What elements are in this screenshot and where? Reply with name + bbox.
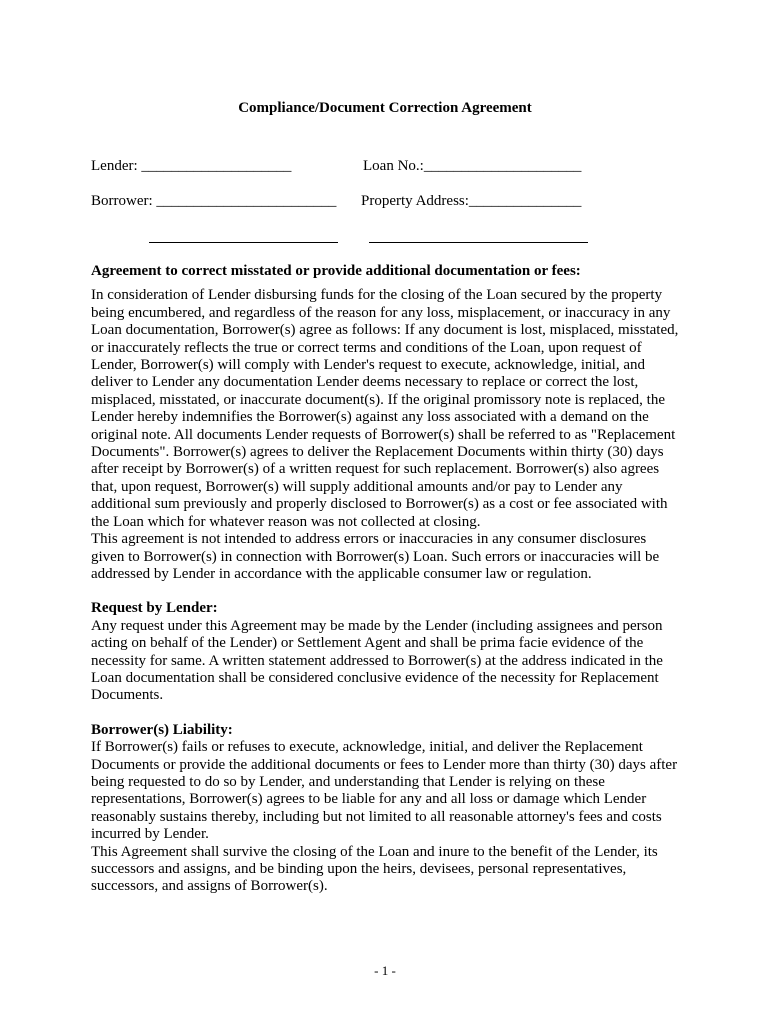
section-heading-request: Request by Lender: [91,600,218,617]
agreement-body [91,263,683,896]
agreement-paragraph: This agreement is not intended to address errors or inaccuracies in any consumer disclosures given to Borrower(s) in connection with Borrower(s) Loan. Such errors or inaccuracies will be addressed by Lender in accordance with the applicable consumer law or regulation. [91,531,660,582]
address-continuation-line [369,242,588,243]
section-heading-liability: Borrower(s) Liability: [91,721,233,738]
section-heading-agreement: Agreement to correct misstated or provide additional documentation or fees: [91,263,581,279]
loan-number-field: Loan No.:_____________________ [363,158,582,174]
property-address-field: Property Address:_______________ [361,193,582,209]
liability-paragraph: If Borrower(s) fails or refuses to execute, acknowledge, initial, and deliver the Replacement Documents or provide the additional documents or fees to Lender more than thirty (30) days after being requested to do so by Lender, and understanding that Lender is relying on these representations, Borrower(s) agrees to be liable for any and all loss or damage which Lender reasonably sustains thereby, including but not limited to all reasonable attorney's fees and costs incurred by Lender. [91,739,678,843]
agreement-paragraph: In consideration of Lender disbursing funds for the closing of the Loan secured by the property being encumbered, and regardless of the reason for any loss, misplacement, or inaccuracy in any Loan documentation, Borrower(s) agree as follows: If any document is lost, misplaced, misstated, or inaccurately reflects the true or correct terms and conditions of the Loan, upon request of Lender, Borrower(s) will comply with Lender's request to execute, acknowledge, initial, and deliver to Lender any documentation Lender deems necessary to replace or correct the lost, misplaced, misstated, or inaccurate document(s). If the original promissory note is replaced, the Lender hereby indemnifies the Borrower(s) against any loss associated with a demand on the original note. All documents Lender requests of Borrower(s) shall be referred to as "Replacement Documents". Borrower(s) agrees to deliver the Replacement Documents within thirty (30) days after receipt by Borrower(s) of a written request for such replacement. Borrower(s) also agrees that, upon request, Borrower(s) will supply additional amounts and/or pay to Lender any additional sum previously and properly disclosed to Borrower(s) as a cost or fee associated with the Loan which for whatever reason was not collected at closing. [91,287,679,530]
liability-paragraph: This Agreement shall survive the closing of the Loan and inure to the benefit of the Lender, its successors and assigns, and be binding upon the heirs, devisees, personal representatives, successors, and assigns of Borrower(s). [91,843,658,895]
borrower-continuation-line [149,242,338,243]
document-title: Compliance/Document Correction Agreement [238,100,532,116]
request-paragraph: Any request under this Agreement may be made by the Lender (including assignees and person acting on behalf of the Lender) or Settlement Agent and shall be prima facie evidence of the necessity for same. A written statement addressed to Borrower(s) at the address indicated in the Loan documentation shall be considered conclusive evidence of the necessity for Replacement Documents. [91,617,663,704]
page-number: - 1 - [374,963,396,978]
lender-field: Lender: ____________________ [91,158,292,174]
borrower-field: Borrower: ________________________ [91,193,337,209]
